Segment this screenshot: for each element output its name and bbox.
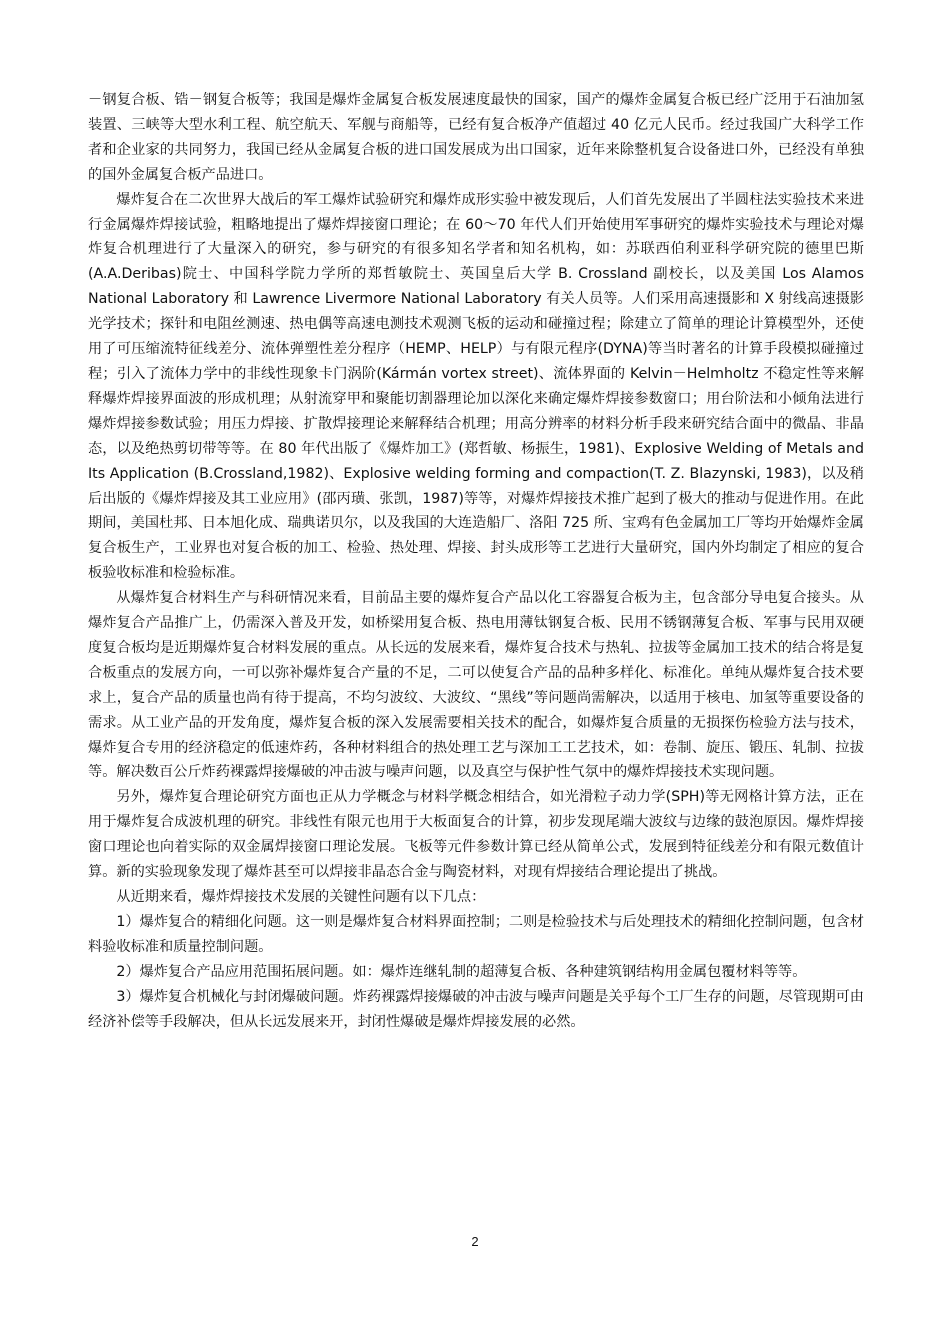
list-item-refinement: 1）爆炸复合的精细化问题。这一则是爆炸复合材料界面控制；二则是检验技术与后处理技术的精细化控制问题，包含材料验收标准和质量控制问题。 (88, 913, 864, 955)
paragraph-continuation: －钢复合板、锆－钢复合板等；我国是爆炸金属复合板发展速度最快的国家，国产的爆炸金属复合板已经广泛用于石油加氢装置、三峡等大型水利工程、航空航天、军舰与商船等，已经有复合板净产值超过 40 亿元人民币。经过我国广大科学工作者和企业家的共同努力，我国已经从金属复合板的进口国发展成为出口国家，近年来除整机复合设备进口外，已经没有单独的国外金属复合板产品进口。 (88, 92, 864, 183)
list-item-mechanization: 3）爆炸复合机械化与封闭爆破问题。炸药裸露焊接爆破的冲击波与噪声问题是关乎每个工厂生存的问题，尽管现期可由经济补偿等手段解决，但从长远发展来开，封闭性爆破是爆炸焊接发展的必然。 (88, 988, 864, 1030)
paragraph-theory-research: 另外，爆炸复合理论研究方面也正从力学概念与材料学概念相结合，如光滑粒子动力学(SPH)等无网格计算方法，正在用于爆炸复合成波机理的研究。非线性有限元也用于大板面复合的计算，初步发现尾端大波纹与边缘的鼓泡原因。爆炸焊接窗口理论也向着实际的双金属焊接窗口理论发展。飞板等元件参数计算已经从简单公式，发展到特征线差分和有限元数值计算。新的实验现象发现了爆炸甚至可以焊接非晶态合金与陶瓷材料，对现有焊接结合理论提出了挑战。 (88, 789, 864, 881)
list-item-application-scope: 2）爆炸复合产品应用范围拓展问题。如：爆炸连继轧制的超薄复合板、各种建筑钢结构用金属包覆材料等等。 (116, 963, 807, 980)
paragraph-history: 爆炸复合在二次世界大战后的军工爆炸试验研究和爆炸成形实验中被发现后，人们首先发展出了半圆柱法实验技术来进行金属爆炸焊接试验，粗略地提出了爆炸焊接窗口理论；在 60～70 年代人们开始使用军事研究的爆炸实验技术与理论对爆炸复合机理进行了大量深入的研究，参与研究的有很多知名学者和知名机构，如：苏联西伯利亚科学研究院的德里巴斯(A.A.Deribas)院士、中国科学院力学所的郑哲敏院士、英国皇后大学 B. Crossland 副校长，以及美国 Los Alamos National Laboratory 和 Lawrence Livermore National Laboratory 有关人员等。人们采用高速摄影和 X 射线高速摄影光学技术；探针和电阻丝测速、热电偶等高速电测技术观测飞板的运动和碰撞过程；除建立了简单的理论计算模型外，还使用了可压缩流特征线差分、流体弹塑性差分程序（HEMP、HELP）与有限元程序(DYNA)等当时著名的计算手段模拟碰撞过程；引入了流体力学中的非线性现象卡门涡阶(Kármán vortex street)、流体界面的 Kelvin－Helmholtz 不稳定性等来解释爆炸焊接界面波的形成机理；从射流穿甲和聚能切割器理论加以深化来确定爆炸焊接参数窗口；用台阶法和小倾角法进行爆炸焊接参数试验；用压力焊接、扩散焊接理论来解释结合机理；用高分辨率的材料分析手段来研究结合面中的微晶、非晶态，以及绝热剪切带等等。在 80 年代出版了《爆炸加工》(郑哲敏、杨振生，1981)、Explosive Welding of Metals and Its Application (B.Crossland,1982)、Explosive welding forming and compaction(T. Z. Blazynski, 1983)，以及稍后出版的《爆炸焊接及其工业应用》(邵丙璜、张凯，1987)等等，对爆炸焊接技术推广起到了极大的推动与促进作用。在此期间，美国杜邦、日本旭化成、瑞典诺贝尔，以及我国的大连造船厂、洛阳 725 所、宝鸡有色金属加工厂等均开始爆炸金属复合板生产，工业界也对复合板的加工、检验、热处理、焊接、封头成形等工艺进行大量研究，国内外均制定了相应的复合板验收标准和检验标准。 (88, 191, 864, 582)
paragraph-key-issues-intro: 从近期来看，爆炸焊接技术发展的关键性问题有以下几点： (116, 889, 486, 905)
page-number: 2 (471, 1234, 479, 1249)
document-body (88, 88, 864, 1034)
paragraph-production-status: 从爆炸复合材料生产与科研情况来看，目前品主要的爆炸复合产品以化工容器复合板为主，包含部分导电复合接头。从爆炸复合产品推广上，仍需深入普及开发，如桥梁用复合板、热电用薄钛钢复合板、民用不锈钢薄复合板、军事与民用双硬度复合板均是近期爆炸复合材料发展的重点。从长远的发展来看，爆炸复合技术与热轧、拉拔等金属加工技术的结合将是复合板重点的发展方向，一可以弥补爆炸复合产量的不足，二可以使复合产品的品种多样化、标准化。单纯从爆炸复合技术要求上，复合产品的质量也尚有待于提高，不均匀波纹、大波纹、“黑线”等问题尚需解决，以适用于核电、加氢等重要设备的需求。从工业产品的开发角度，爆炸复合板的深入发展需要相关技术的配合，如爆炸复合质量的无损探伤检验方法与技术，爆炸复合专用的经济稳定的低速炸药，各种材料组合的热处理工艺与深加工工艺技术，如：卷制、旋压、锻压、轧制、拉拔等。解决数百公斤炸药裸露焊接爆破的冲击波与噪声问题，以及真空与保护性气氛中的爆炸焊接技术实现问题。 (88, 590, 864, 781)
